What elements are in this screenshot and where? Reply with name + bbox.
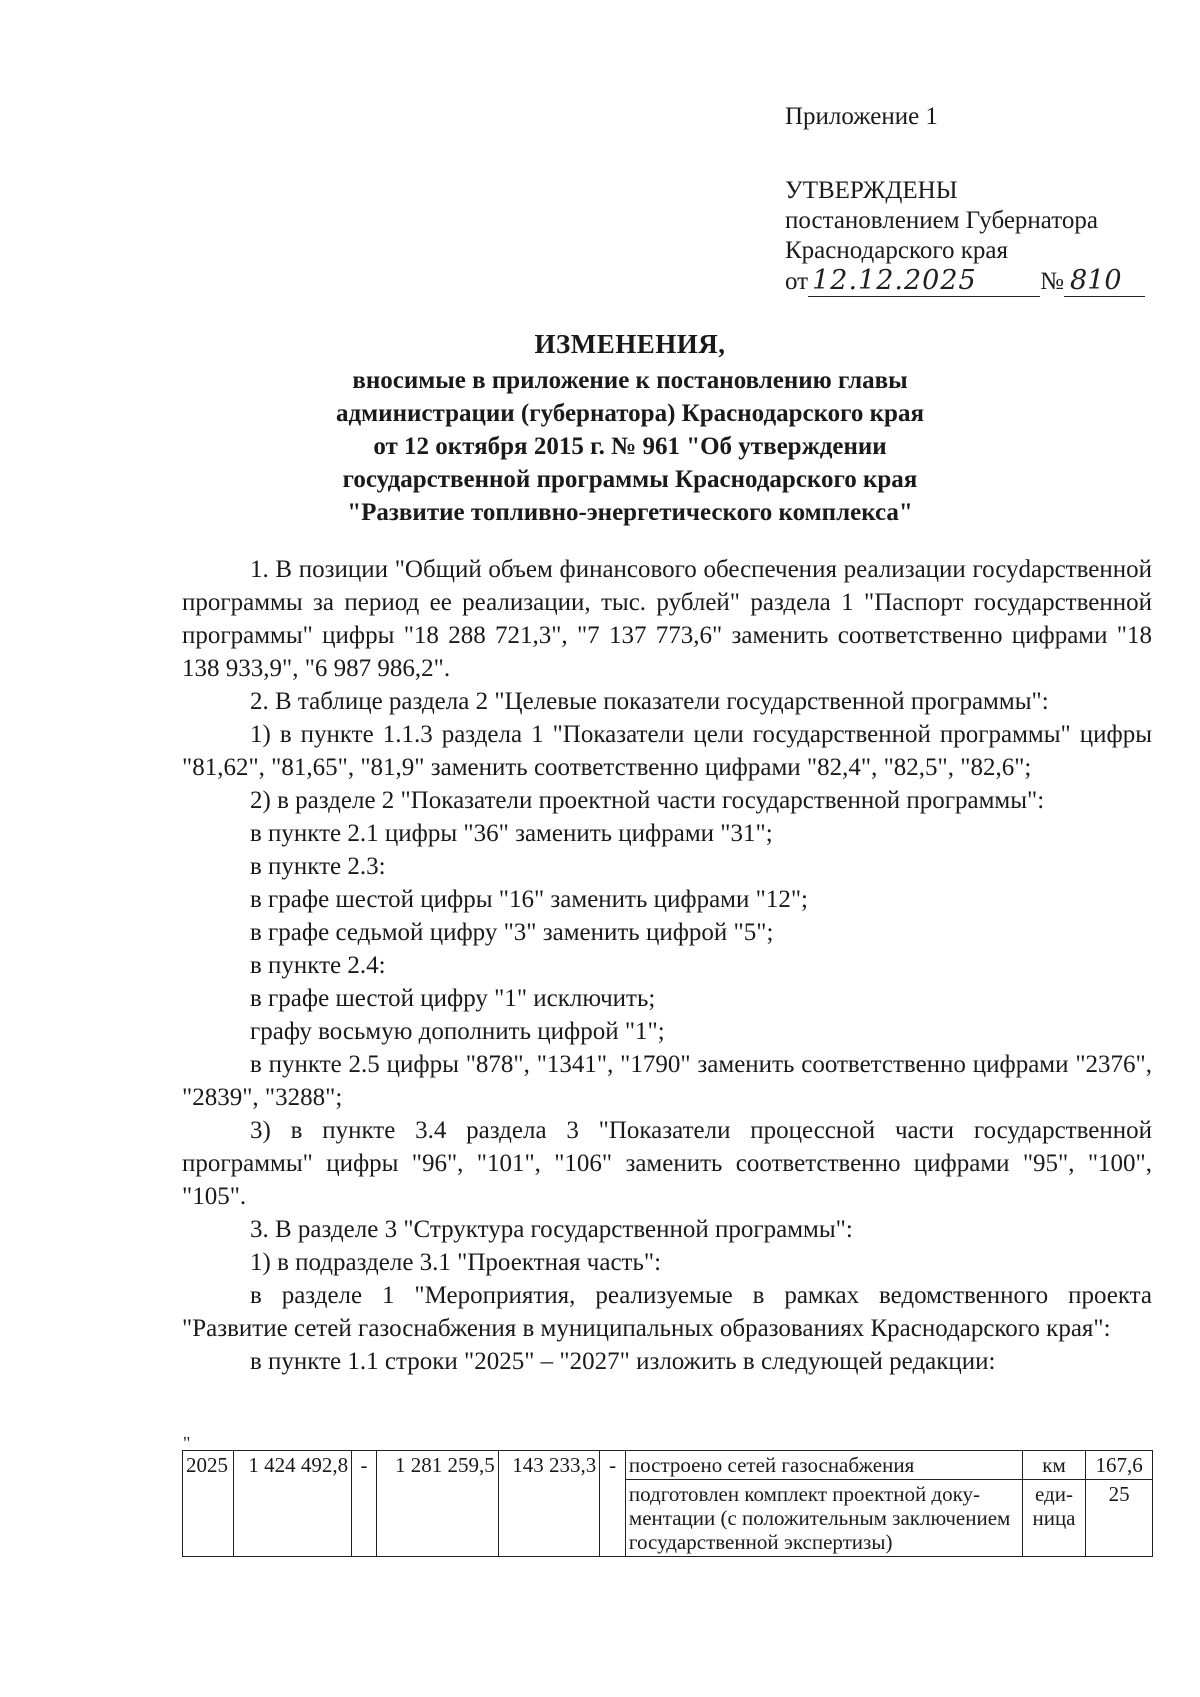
amount-cell-b: -	[352, 1451, 377, 1557]
paragraph: 3) в пункте 3.4 раздела 3 "Показатели процессной части государственной программы" цифры "96", "101", "106" заменить соответственно цифрами "95", "100", "105".	[182, 1117, 1152, 1210]
paragraph: в графе шестой цифру "1" исключить;	[250, 985, 656, 1012]
heading-line: государственной программы Краснодарского края	[342, 466, 918, 493]
heading-line: "Развитие топливно-энергетического комплекса"	[347, 499, 913, 526]
paragraph: 1. В позиции "Общий объем финансового обеспечения реализации госуdарственной программы за период ее реализации, тыс. рублей" раздела 1 "Паспорт государственной программы" цифры "18 288 721,3", "7 137 773,6" заменить соответственно цифрами "18 138 933,9", "6 987 986,2".	[182, 556, 1152, 682]
handwritten-date: 12.12.2025	[808, 266, 1040, 297]
opening-quote-mark: "	[183, 1433, 191, 1453]
from-label: от	[785, 268, 809, 295]
table-row	[183, 1451, 1153, 1480]
approved-by-line: постановлением Губернатора	[785, 207, 1098, 234]
paragraph: в графе шестой цифры "16" заменить цифрами "12";	[250, 886, 808, 913]
paragraph: 1) в подразделе 3.1 "Проектная часть":	[250, 1249, 662, 1276]
unit-cell: км	[1022, 1451, 1086, 1480]
paragraph: в пункте 2.1 цифры "36" заменить цифрами "31";	[250, 820, 773, 847]
paragraph: графу восьмую дополнить цифрой "1";	[250, 1018, 665, 1045]
approved-region-line: Краснодарского края	[785, 237, 1008, 264]
value-cell: 167,6	[1086, 1451, 1153, 1480]
heading-line: администрации (губернатора) Краснодарского края	[336, 400, 924, 427]
document-heading	[240, 328, 1020, 529]
total-amount-cell: 1 424 492,8	[234, 1451, 352, 1557]
paragraph: 1) в пункте 1.1.3 раздела 1 "Показатели цели государственной программы" цифры "81,62", "81,65", "81,9" заменить соответственно цифрами "82,4", "82,5", "82,6";	[182, 721, 1152, 781]
unit-cell: единица	[1022, 1480, 1086, 1557]
heading-title: ИЗМЕНЕНИЯ,	[534, 329, 726, 359]
number-label: №	[1040, 268, 1064, 295]
amount-cell-d: 143 233,3	[498, 1451, 600, 1557]
year-cell: 2025	[183, 1451, 234, 1557]
approval-block	[785, 102, 1185, 297]
handwritten-number: 810	[1064, 266, 1145, 297]
amount-cell-c: 1 281 259,5	[376, 1451, 498, 1557]
paragraph: в пункте 2.5 цифры "878", "1341", "1790" заменить соответственно цифрами "2376", "2839", "3288";	[182, 1051, 1152, 1111]
amount-cell-e: -	[600, 1451, 626, 1557]
paragraph: в графе седьмой цифру "3" заменить цифрой "5";	[250, 919, 774, 946]
appendix-label: Приложение 1	[785, 103, 938, 130]
result-description-cell: построено сетей газоснабжения	[625, 1451, 1022, 1480]
paragraph: в пункте 1.1 строки "2025" – "2027" изложить в следующей редакции:	[250, 1348, 996, 1375]
paragraph: 3. В разделе 3 "Структура государственной программы":	[250, 1216, 853, 1243]
result-description-cell: подготовлен комплект проектной документации (с положительным заключением государственной экспертизы)	[625, 1480, 1022, 1557]
paragraph: в разделе 1 "Мероприятия, реализуемые в рамках ведомственного проекта "Развитие сетей газоснабжения в муниципальных образованиях Краснодарского края":	[182, 1282, 1152, 1342]
heading-line: вносимые в приложение к постановлению главы	[352, 367, 908, 394]
paragraph: 2) в разделе 2 "Показатели проектной части государственной программы":	[250, 787, 1045, 814]
heading-line: от 12 октября 2015 г. № 961 "Об утверждении	[373, 433, 887, 460]
paragraph: 2. В таблице раздела 2 "Целевые показатели государственной программы":	[250, 688, 1049, 715]
paragraph: в пункте 2.4:	[250, 952, 386, 979]
approved-label: УТВЕРЖДЕНЫ	[785, 177, 958, 204]
date-number-line	[785, 266, 1185, 297]
amendment-table	[182, 1450, 1153, 1557]
value-cell: 25	[1086, 1480, 1153, 1557]
paragraph: в пункте 2.3:	[250, 853, 386, 880]
document-body	[182, 553, 1152, 1378]
